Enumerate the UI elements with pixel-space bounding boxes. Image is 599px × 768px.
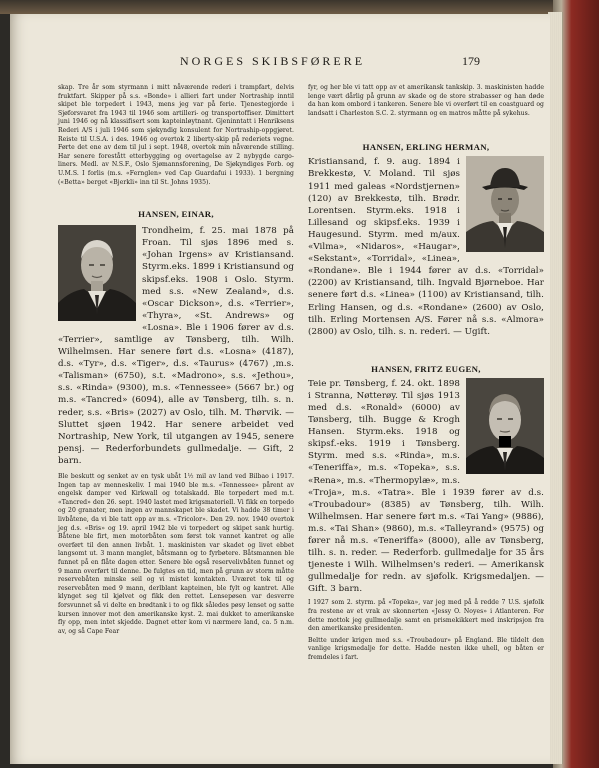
running-title: NORGES SKIBSFØRERE bbox=[180, 54, 366, 68]
continued-text-left: skap. Tre år som styrmann i mitt nåværende rederi i trampfart, delvis fruktfart. Skipper på s.s. «Bonde» i allieri fart under Nortraship inntil skipet ble torpedert i 1943, mens jeg var på ferie. Tjenestegjorde i Sjøforsvaret fra 1943 til 1946 som artilleri- og transportoffiser. Dimittert juni 1946 og nå klassifisert som kapteinløytnant. Gjeninntatt i Henriksens Rederi A/S i juli 1946 som sjøkyndig konsulent for Nortraship-oppgjøret. Reiste til U.S.A. i des. 1946 og overtok 2 liberty-skip på rederiets vegne. Førte det ene av dem til jul i sept. 1948, overtok min nåværende stilling. Har senere forestått etterbygging og overtagelse av 2 nybygde cargo-liners. Medl. av N.S.F., Oslo Sjømannsforening, De Sjøkyndiges Forb. og U.M.S. I forlis (m.s. «Fernglen» ved Cap Guardafui i 1933). 1 bergning («Betta» berget «Bjerkli» inn til St. Johns 1935). bbox=[58, 84, 294, 186]
book-page bbox=[10, 14, 550, 764]
narrative-fritz-1: I 1927 som 2. styrm. på «Topeka», var jeg med på å redde 7 U.S. sjøfolk fra restene av et vrak av skonnerten «Jessy O. Noyes» i Atlanteren. For dette mottok jeg gullmedalje samt en prismekikkert med inskripsjon fra den amerikanske presidenten. bbox=[308, 599, 544, 633]
portrait-einar-hansen bbox=[58, 225, 136, 321]
entry-heading-einar: HANSEN, EINAR, bbox=[138, 209, 214, 220]
left-column bbox=[58, 84, 294, 636]
entry-heading-fritz: HANSEN, FRITZ EUGEN, bbox=[371, 363, 481, 374]
spacer bbox=[308, 118, 544, 142]
biography-erling: Kristiansand, f. 9. aug. 1894 i Brekkestø, V. Moland. Til sjøs 1911 med galeas «Nordstjernen» (120) av Brekkestø, tilh. Brødr. Lorentsen. Styrm.eks. 1918 i Lillesand og skipsf.eks. 1939 i Haugesund. Styrm. med m/aux. «Vilma», «Nidaros», «Haugar», «Sekstant», «Torridal», «Linea», «Rondane». Ble i 1944 fører av d.s. «Torridal» (2200) av Kristiansand, tilh. Ingvald Bjørneboe. Har senere ført d.s. «Linea» (1100) av Kristiansand, tilh. Erling Hansen, og d.s. «Rondane» (2600) av Oslo, tilh. Erling Mortensen A/S. Fører nå s.s. «Almora» (2800) av Oslo, tilh. s. n. rederi. — Ugift. bbox=[308, 157, 544, 337]
page-stack-edge bbox=[548, 12, 563, 764]
spacer bbox=[58, 187, 294, 209]
narrative-fritz-2: Beltte under krigen med s.s. «Troubadour» på England. Ble tildelt den vanlige krigsmedalje for dette. Hadde nesten ikke uhell, og båten er fremdeles i fart. bbox=[308, 636, 544, 662]
continued-text-right: fyr, og her ble vi tatt opp av et amerikansk tankskip. 3. maskinisten hadde lenge vært dårlig på grunn av skade og de store strabasser og han døde da han kom ombord i tankeren. Senere ble vi overført til en coastguard og landsatt i Charleston S.C. 2. styrmann og en matros måtte på sykehus. bbox=[308, 84, 544, 117]
narrative-einar: Ble beskutt og senket av en tysk ubåt 1½ mil av land ved Bilbao i 1917. Ingen tap av menneskeliv. I mai 1940 ble m.s. «Tennessee» pårent av engelsk damper ved Kirkwall og totalskadd. Ble torpedert med m.t. «Tancred» den 26. sept. 1940 lastet med krigsmateriell. Vi fikk en torpedo og 20 granater, men ingen av mannskapet ble skadet. Vi hadde 38 timer i livbåtene, da vi ble tatt opp av m.s. «Tricolor». Den 29. nov. 1940 overtok jeg d.s. «Bris» og 19. april 1942 ble vi torpedert og skipet sank hurtig. Båtene ble firt, men motorbåten som først tok vannet kantret og alle overført til den annen livbåt. 1. maskinisten var skadet og livet ebbet langsomt ut. 3 mann manglet, båtsmann og to fyrbøtere. Båtsmannen ble funnet på en flåte dagen etter. Senere ble også reservelivbåten funnet og 9 mann overført til denne. De fulgtes en tid, men på grunn av storm måtte reservebåten minske seil og vi mistet kontakten. Uværet tok til og reservebåten med 9 mann, derlblant kapteinen, ble fylt og kantret. Alle klynget seg til kjølvet og fikk den rettet. Lensepøsen var desverre forsvunnet så vi delte en brødtank i to og fikk således pøsy lenset og satte kursen innover mot den amerikanske kyst. 2. mai dukket to amerikanske fly opp, men intet skjedde. Dagnet etter kom vi nærmere land, ca. 5 n.m. av, og så Cape Fear bbox=[58, 473, 294, 635]
page-number: 179 bbox=[462, 54, 480, 68]
biography-fritz: Teie pr. Tønsberg, f. 24. okt. 1898 i Stranna, Nøtterøy. Til sjøs 1913 med d.s. «Ronald» (6000) av Tønsberg, tilh. Bugge & Krogh Hansen. Styrm.eks. 1918 og skipsf.-eks. 1919 i Tønsberg. Styrm. med s.s. «Rinda», m.s. «Teneriffa», m.s. «Topeka», s.s. «Rena», m.s. «Thermopylæ», m.s. «Troja», m.s. «Tatra». Ble i 1939 fører av d.s. «Troubadour» (8385) av Tønsberg, tilh. Wilh. Wilhelmsen. Har senere ført m.s. «Tai Yang» (9886), m.s. «Tai Shan» (9860), m.s. «Talleyrand» (9575) og fører nå m.s. «Teneriffa» (8000), alle av Tønsberg, tilh. s. n. reder. — Rederforb. gullmedalje for 35 års tjeneste i Wilh. Wilhelmsen's rederi. — Amerikansk gullmedalje for redn. av sjøfolk. Krigsmedaljen. — Gift. 3 barn. bbox=[308, 378, 544, 595]
book-top-edge bbox=[0, 0, 599, 14]
portrait-fritz-hansen bbox=[466, 378, 544, 474]
portrait-erling-hansen bbox=[466, 156, 544, 252]
spacer bbox=[308, 338, 544, 364]
right-column bbox=[308, 84, 544, 663]
biography-einar: Trondheim, f. 25. mai 1878 på Froan. Til sjøs 1896 med s. «Johan Irgens» av Kristiansand. Styrm.eks. 1899 i Kristiansund og skipsf.eks. 1908 i Oslo. Styrm. med s.s. «New Zealand», d.s. «Oscar Dickson», d.s. «Terrier», «Thyra», «St. Andrews» og «Losna». Ble i 1906 fører av d.s. «Terrier», samtlige av Tønsberg, tilh. Wilh. Wilhelmsen. Har senere ført d.s. «Losna» (4187), d.s. «Tyr», d.s. «Tiger», d.s. «Taurus» (4767) ,m.s. «Talisman» (6750), s.t. «Madrono», s.s. «Jethou», s.s. «Rinda» (9300), m.s. «Tennessee» (5667 br.) og m.s. «Tancred» (6094), alle av Tønsberg, tilh. s. n. reder, s.s. «Bris» (2027) av Oslo, tilh. M. Thørvik. — Sluttet sjøen 1942. Har senere arbeidet ved Nortraship, New York, til utgangen av 1945, senere pensj. — Rederforbundets gullmedalje. — Gift, 2 barn. bbox=[58, 226, 294, 466]
entry-heading-erling: HANSEN, ERLING HERMAN, bbox=[362, 142, 490, 153]
